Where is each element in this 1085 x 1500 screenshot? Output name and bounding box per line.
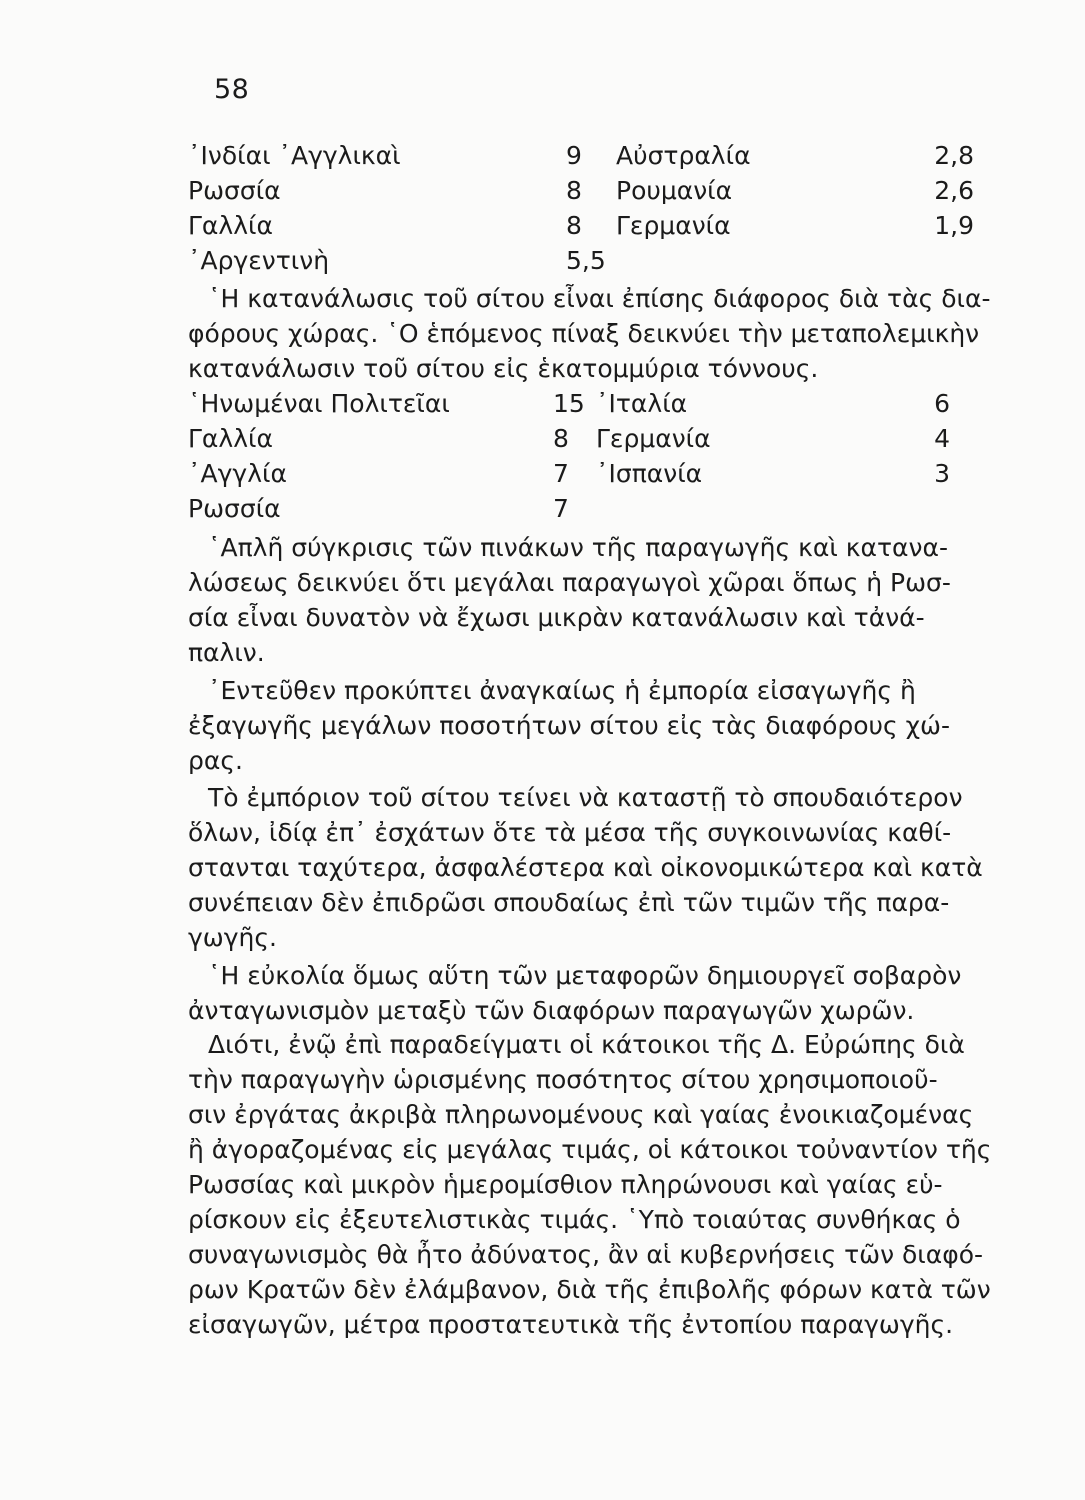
paragraph-consumption-intro — [188, 281, 1006, 386]
country-name: ῾Ηνωμέναι Πολιτεῖαι — [188, 389, 450, 418]
country-value: 2,8 — [934, 141, 974, 170]
country-name: ᾿Αγγλία — [188, 459, 287, 488]
paragraph-text: ῾Η κατανάλωσις τοῦ σίτου εἶναι ἐπίσης διάφορος διὰ τὰς δια- φόρους χώρας. ῾Ο ἑπόμενος πίναξ δεικνύει τὴν μεταπολεμικὴν κατανάλωσιν τοῦ σίτου εἰς ἑκατομμύρια τόννους. — [188, 284, 991, 383]
paragraph-competition — [188, 958, 1006, 1028]
paragraph-trade — [188, 673, 1006, 778]
paragraph-commerce — [188, 780, 1006, 955]
country-value: 7 — [553, 459, 569, 488]
page-number: 58 — [214, 74, 250, 105]
consumption-table — [188, 386, 988, 526]
table-row — [188, 421, 988, 456]
paragraph-text: ᾿Εντεῦθεν προκύπτει ἀναγκαίως ἡ ἐμπορία εἰσαγωγῆς ἢ ἐξαγωγῆς μεγάλων ποσοτήτων σίτου εἰς τὰς διαφόρους χώ- ρας. — [188, 676, 951, 775]
table-row — [188, 456, 988, 491]
country-name: ᾿Ισπανία — [596, 459, 703, 488]
country-value: 1,9 — [934, 211, 974, 240]
country-name: Γαλλία — [188, 211, 273, 240]
table-row — [188, 138, 988, 173]
country-value: 8 — [553, 424, 569, 453]
country-value: 8 — [566, 211, 582, 240]
paragraph-comparison — [188, 530, 1006, 670]
table-row — [188, 208, 988, 243]
country-name: Ρουμανία — [616, 176, 733, 205]
table-row — [188, 243, 988, 278]
country-name: ᾿Ιταλία — [596, 389, 688, 418]
country-name: Αὐστραλία — [616, 141, 751, 170]
country-value: 9 — [566, 141, 582, 170]
country-value: 8 — [566, 176, 582, 205]
paragraph-text: Τὸ ἐμπόριον τοῦ σίτου τείνει νὰ καταστῇ τὸ σπουδαιότερον ὅλων, ἰδίᾳ ἐπ᾿ ἐσχάτων ὅτε τὰ μέσα τῆς συγκοινωνίας καθί- στανται ταχύτερα, ἀσφαλέστερα καὶ οἰκονομικώτερα καὶ κατὰ συνέπειαν δὲν ἐπιδρῶσι σπουδαίως ἐπὶ τῶν τιμῶν τῆς παρα- γωγῆς. — [188, 783, 983, 952]
country-value: 2,6 — [934, 176, 974, 205]
country-value: 5,5 — [566, 246, 606, 275]
paragraph-example — [188, 1027, 1006, 1342]
country-value: 3 — [934, 459, 950, 488]
table-row — [188, 173, 988, 208]
production-table — [188, 138, 988, 278]
country-name: Γερμανία — [596, 424, 711, 453]
paragraph-text: ῾Απλῆ σύγκρισις τῶν πινάκων τῆς παραγωγῆς καὶ κατανα- λώσεως δεικνύει ὅτι μεγάλαι παραγωγοὶ χῶραι ὅπως ἡ Ρωσ- σία εἶναι δυνατὸν νὰ ἔχωσι μικρὰν κατανάλωσιν καὶ τἀνά- παλιν. — [188, 533, 951, 667]
country-value: 15 — [553, 389, 585, 418]
country-name: Γαλλία — [188, 424, 273, 453]
country-value: 6 — [934, 389, 950, 418]
country-name: Γερμανία — [616, 211, 731, 240]
country-value: 7 — [553, 494, 569, 523]
country-name: ᾿Ινδίαι ᾿Αγγλικαὶ — [188, 141, 401, 170]
country-name: Ρωσσία — [188, 176, 281, 205]
table-row — [188, 386, 988, 421]
paragraph-text: ῾Η εὐκολία ὅμως αὕτη τῶν μεταφορῶν δημιουργεῖ σοβαρὸν ἀνταγωνισμὸν μεταξὺ τῶν διαφόρων παραγωγῶν χωρῶν. — [188, 961, 962, 1025]
country-name: ᾿Αργεντινὴ — [188, 246, 330, 275]
country-name: Ρωσσία — [188, 494, 281, 523]
country-value: 4 — [934, 424, 950, 453]
table-row — [188, 491, 988, 526]
paragraph-text: Διότι, ἐνῷ ἐπὶ παραδείγματι οἱ κάτοικοι τῆς Δ. Εὐρώπης διὰ τὴν παραγωγὴν ὡρισμένης ποσότητος σίτου χρησιμοποιοῦ- σιν ἐργάτας ἀκριβὰ πληρωνομένους καὶ γαίας ἐνοικιαζομένας ἢ ἀγοραζομένας εἰς μεγάλας τιμάς, οἱ κάτοικοι τοὐναντίον τῆς Ρωσσίας καὶ μικρὸν ἡμερομίσθιον πληρώνουσι καὶ γαίας εὑ- ρίσκουν εἰς ἐξευτελιστικὰς τιμάς. ῾Υπὸ τοιαύτας συνθήκας ὁ συναγωνισμὸς θὰ ἦτο ἀδύνατος, ἂν αἱ κυβερνήσεις τῶν διαφό- ρων Κρατῶν δὲν ἐλάμβανον, διὰ τῆς ἐπιβολῆς φόρων κατὰ τῶν εἰσαγωγῶν, μέτρα προστατευτικὰ τῆς ἐντοπίου παραγωγῆς. — [188, 1030, 992, 1339]
